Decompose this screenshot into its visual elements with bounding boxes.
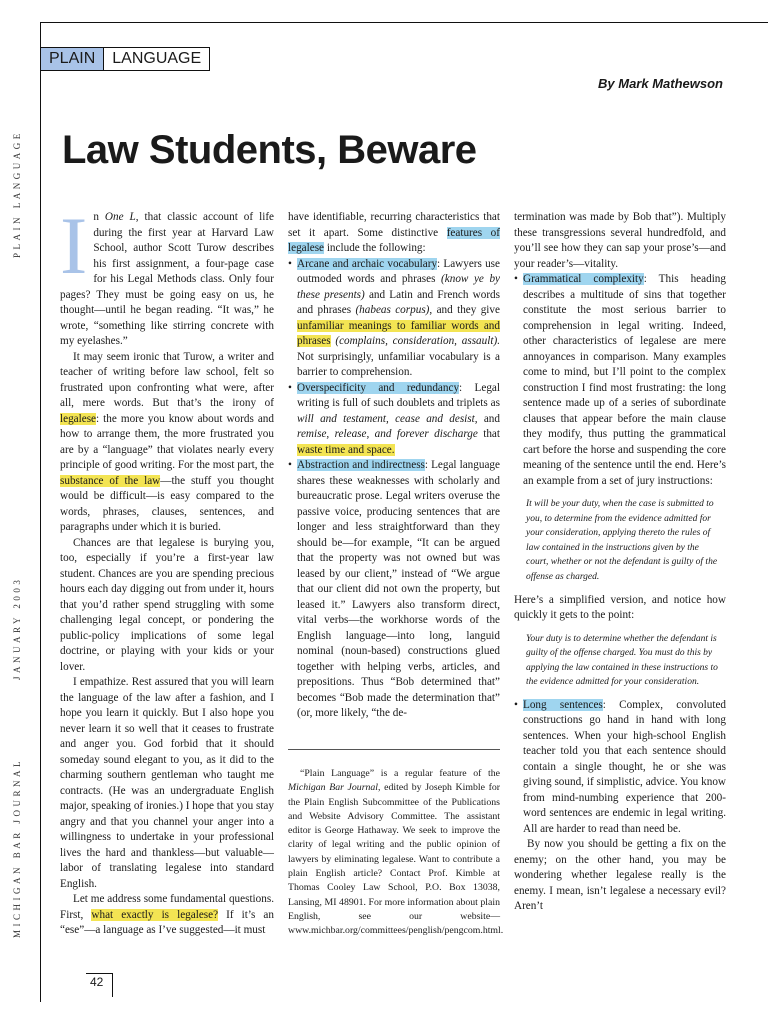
highlight: Abstraction and indirectness xyxy=(297,459,425,471)
column-2 xyxy=(288,210,500,722)
page-number: 42 xyxy=(90,975,104,989)
block-quote: It will be your duty, when the case is submitted to you, to determine from the evidence admitted for your consideration, applying thereto the rules of law contained in the instructions given by the court, whether or not the defendant is guilty of the offense as charged. xyxy=(526,499,718,582)
article-title: Law Students, Beware xyxy=(62,128,477,172)
highlight: substance of the law xyxy=(60,474,161,487)
note-divider xyxy=(288,749,500,750)
highlight: unfamiliar meanings to familiar words and phrases xyxy=(297,319,500,347)
block-quote: Your duty is to determine whether the defendant is guilty of the offense charged. You must do this by applying the law contained in these instructions to the evidence admitted for your consideration. xyxy=(526,633,718,688)
paragraph: Let me address some fundamental questions. First, what exactly is legalese? If it’s an “ese”—a language as I’ve suggested—it must xyxy=(60,893,274,936)
highlight: waste time and space. xyxy=(297,443,395,456)
sidebar-section-label: PLAIN LANGUAGE xyxy=(12,130,22,258)
bullet-item: • Arcane and archaic vocabulary: Lawyers use outmoded words and phrases (know ye by these presents) and Latin and French words and phrases (habeas corpus), and they give unfamiliar meanings to familiar words and phrases (complains, consideration, assault). Not surprisingly, unfamiliar vocabulary is a barrier to comprehension. xyxy=(288,257,500,378)
paragraph: In One L, that classic account of life during the first year at Harvard Law School, author Scott Turow describes his first assignment, a four-page case for his Legal Methods class. Only four pages? They must be going easy on us, he thought—until he began reading. “It was,” he wrote, “something like stirring concrete with my eyelashes.” xyxy=(60,200,275,347)
banner-right: LANGUAGE xyxy=(112,50,202,67)
paragraph: Chances are that legalese is burying you, too, especially if you’re a first-year law student. Chances are you are spending precious hours each day digging out from under it, hours that you’d rather spend struggling with some challenging legal concept, or pondering the public-policy implications of some legal doctrine, or playing with your kids or your lover. xyxy=(60,536,274,673)
page-number-rule xyxy=(86,973,112,974)
highlight: legalese xyxy=(60,412,97,425)
highlight: Grammatical complexity xyxy=(523,273,644,285)
left-rule xyxy=(40,22,41,1002)
column-3 xyxy=(514,210,726,915)
paragraph: termination was made by Bob that”). Multiply these transgressions several hundredfold, and you’ll see how they can sap your prose’s—and your reader’s—vitality. xyxy=(514,211,726,270)
paragraph: By now you should be getting a fix on the enemy; on the other hand, you may be wondering whether legalese really is the enemy. I mean, isn’t legalese a necessary evil? Aren’t xyxy=(514,838,726,913)
sidebar-date: JANUARY 2003 xyxy=(12,576,22,680)
column-1 xyxy=(60,200,275,939)
section-banner xyxy=(40,47,210,71)
bullet-item: • Overspecificity and redundancy: Legal writing is full of such doublets and triplets as will and testament, cease and desist, and remise, release, and forever discharge that waste time and space. xyxy=(288,381,500,456)
paragraph: Here’s a simplified version, and notice how quickly it gets to the point: xyxy=(514,593,726,622)
byline: By Mark Mathewson xyxy=(598,76,723,91)
bullet-item: • Grammatical complexity: This heading describes a multitude of sins that together constitute the most serious barrier to comprehension in legal writing. Indeed, other characteristics of legalese are mere annoyances in comparison. Many examples come to mind, but I’ll point to the complex construction I find most frustrating: the long sentence made up of a series of subordinate clauses that appear before the main clause they modify, thus putting the grammatical cart before the horse and suspending the core meaning of the sentence until the end. Here’s an example from a set of jury instructions: xyxy=(514,273,726,487)
editor-note: “Plain Language” is a regular feature of the Michigan Bar Journal, edited by Joseph Kimble for the Plain English Subcommittee of the Publications and Website Advisory Committee. The assistant editor is George Hathaway. We seek to improve the clarity of legal writing and the public opinion of lawyers by eliminating legalese. Want to contribute a plain English article? Contact Prof. Kimble at Thomas Cooley Law School, P.O. Box 13038, Lansing, MI 48901. For more information about plain English, see our website—www.michbar.org/committees/penglish/pengcom.html. xyxy=(288,768,504,937)
banner-left: PLAIN xyxy=(41,48,104,70)
bullet-item: • Long sentences: Complex, convoluted constructions go hand in hand with long sentences. When your high-school English teacher told you that each sentence should contain a single thought, he or she was giving sound, if simplistic, advice. You know from mind-numbing experience that 200-word sentences are endemic in legal writing. All are harder to read than need be. xyxy=(514,698,726,835)
highlight: Arcane and archaic vocabulary xyxy=(297,257,438,270)
paragraph: I empathize. Rest assured that you will learn the language of the law after a fashion, and I hope you learn it quickly. But I also hope you never learn it so well that it ceases to frustrate and anger you. God forbid that it should someday sound elegant to you, as it did to the charming southern gentleman who taught me contracts. (He was an undergraduate English major, speaking of ironies.) I hope that you stay angry and that you channel your anger into a willingness to undertake in your professional lives the hard and thankless—but valuable—labor of translating legalese into standard English. xyxy=(60,676,274,890)
paragraph: It may seem ironic that Turow, a writer and teacher of writing before law school, felt so frustrated upon confronting what were, after all, mere words. But that’s the irony of legalese: the more you know about words and how to arrange them, the more frustrated you are by a “language” that violates nearly every principle of good writing. For the most part, the substance of the law—the stuff you thought would be difficult—is easy compared to the words, phrases, clauses, sentences, and paragraphs under which it is buried. xyxy=(60,350,274,533)
page-number-rule xyxy=(112,973,113,997)
highlight: Long sentences xyxy=(523,698,603,711)
highlight: what exactly is legalese? xyxy=(91,908,219,921)
bullet-item: • Abstraction and indirectness: Legal language shares these weaknesses with scholarly and bureaucratic prose. Legal writers overuse the passive voice, producing sentences that are longer and less straightforward than they should be—for example, “It can be argued that the property was not owned but was leased by our client,” instead of “We argue that our client did not own the property, but leased it.” Lawyers also transform direct, vital verbs—the workhorse words of the English language—into long, languid nominal (noun-based) constructions glued together with helping verbs, articles, and prepositions. Thus “Bob determined that” becomes “Bob made the determination that” (or, more likely, “the de- xyxy=(288,459,500,719)
top-rule xyxy=(40,22,768,23)
highlight: Overspecificity and redundancy xyxy=(297,381,460,394)
sidebar-journal: MICHIGAN BAR JOURNAL xyxy=(12,757,22,938)
drop-cap: I xyxy=(60,200,88,291)
paragraph: have identifiable, recurring characteristics that set it apart. Some distinctive features of legalese include the following: xyxy=(288,211,500,254)
highlight: features of legalese xyxy=(288,226,500,254)
